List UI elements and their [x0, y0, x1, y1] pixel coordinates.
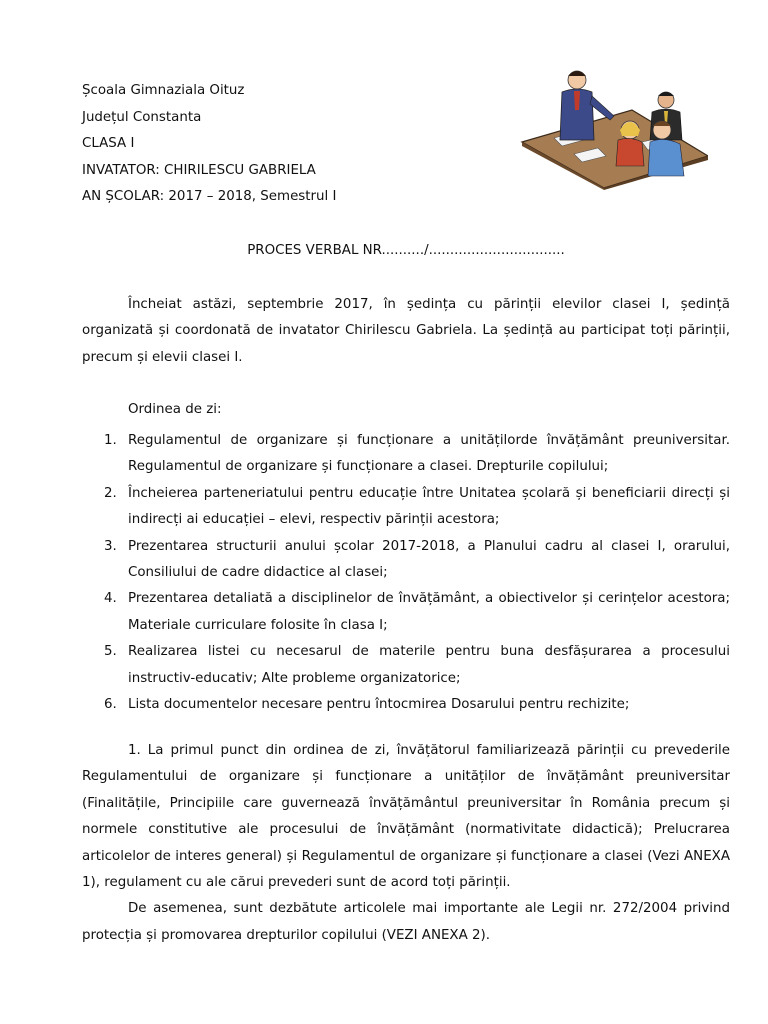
teacher-name: INVATATOR: CHIRILESCU GABRIELA	[82, 162, 316, 178]
list-item: 2. Încheierea parteneriatului pentru educație între Unitatea școlară și beneficiarii direcți și indirecți ai educației – elevi, respectiv părinții acestora;	[104, 485, 730, 528]
school-name: Școala Gimnaziala Oituz	[82, 83, 245, 98]
document-header	[82, 82, 336, 215]
list-item: 4. Prezentarea detaliată a disciplinelor de învățământ, a obiectivelor și cerințelor acestora; Materiale curriculare folosite în clasa I;	[104, 591, 730, 633]
section-1-paragraph: 1. La primul punct din ordinea de zi, învățătorul familiarizează părinții cu prevederile Regulamentului de organizare și funcționare a unităților de învățământ preuniversitar (Finalitățile, Principiile care guvernează învățământul preuniversitar în România precum și normele constitutive ale procesului de învățământ (normativitate didactică); Prelucrarea articolelor de interes general) și Regulamentul de organizare și funcționare a clasei (Vezi ANEXA 1), regulament cu ale cărui prevederi sunt de acord toți părinții.	[82, 743, 730, 891]
county-name: Județul Constanta	[82, 109, 202, 125]
list-item: 1. Regulamentul de organizare și funcționare a unitățilorde învățământ preuniversitar. Regulamentul de organizare și funcționare a clasei. Drepturile copilului;	[104, 433, 730, 475]
agenda-label: Ordinea de zi:	[128, 402, 222, 417]
meeting-illustration	[514, 60, 708, 190]
school-year: AN ȘCOLAR: 2017 – 2018, Semestrul I	[82, 189, 337, 204]
section-1b-paragraph: De asemenea, sunt dezbătute articolele mai importante ale Legii nr. 272/2004 privind protecția și promovarea drepturilor copilului (VEZI ANEXA 2).	[82, 901, 730, 943]
list-item: 3. Prezentarea structurii anului școlar 2017-2018, a Planului cadru al clasei I, orarului, Consiliului de cadre didactice al clasei;	[104, 538, 730, 581]
agenda-list	[82, 428, 730, 718]
list-item: 5. Realizarea listei cu necesarul de materile pentru buna desfășurarea a procesului instructiv-educativ; Alte probleme organizatorice;	[104, 644, 730, 686]
list-item: 6. Lista documentelor necesare pentru întocmirea Dosarului pentru rechizite;	[104, 697, 630, 713]
section-1	[82, 738, 730, 949]
intro-paragraph: Încheiat astăzi, septembrie 2017, în ședința cu părinții elevilor clasei I, ședință organizată și coordonată de invatator Chirilescu Gabriela. La ședință au participat toți părinții, precum și elevii clasei I.	[82, 297, 730, 365]
class-name: CLASA I	[82, 136, 135, 151]
intro-section	[82, 292, 730, 371]
document-title: PROCES VERBAL NR........../................................	[247, 243, 565, 258]
